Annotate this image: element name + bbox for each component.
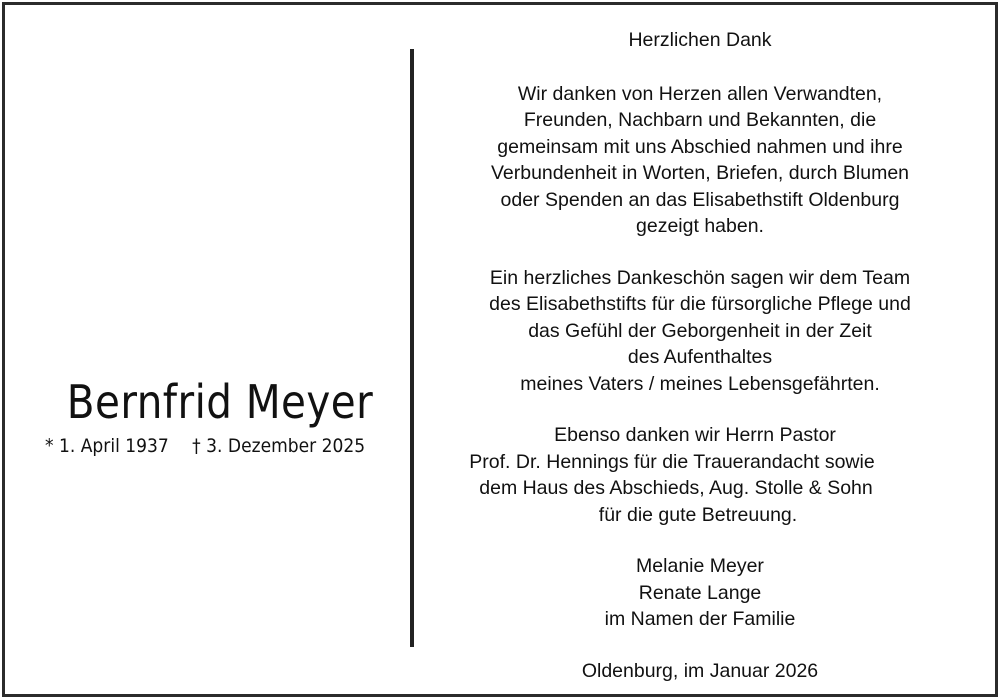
signature-line: Melanie Meyer: [636, 555, 764, 577]
birth-date: * 1. April 1937: [45, 435, 169, 457]
paragraph-thanks-pastor: [445, 422, 955, 528]
text-line: Ebenso danken wir Herrn Pastor: [554, 424, 836, 446]
text-line: dem Haus des Abschieds, Aug. Stolle & Sohn: [479, 477, 873, 499]
text-line: Prof. Dr. Hennings für die Trauerandacht sowie: [469, 450, 875, 473]
text-line: des Aufenthaltes: [627, 346, 773, 368]
place-date: Oldenburg, im Januar 2026: [581, 659, 819, 682]
signatures: [445, 553, 955, 633]
paragraph-thanks-care-team: [445, 265, 955, 398]
paragraph-thanks-relatives: [445, 81, 955, 240]
obituary-card: [2, 2, 998, 697]
text-line: gezeigt haben.: [636, 215, 764, 237]
vertical-divider: [410, 49, 414, 647]
life-dates: [45, 435, 369, 457]
signature-line: im Namen der Familie: [604, 608, 796, 630]
text-line: das Gefühl der Geborgenheit in der Zeit: [528, 319, 872, 342]
text-line: für die gute Betreuung.: [598, 503, 798, 526]
text-line: meines Vaters / meines Lebensgefährten.: [520, 372, 880, 395]
text-line: Freunden, Nachbarn und Bekannten, die: [523, 109, 877, 131]
text-line: Verbundenheit in Worten, Briefen, durch Blumen: [490, 162, 910, 184]
signature-line: Renate Lange: [638, 581, 762, 604]
text-line: Ein herzliches Dankeschön sagen wir dem Team: [489, 266, 911, 289]
thanks-heading: Herzlichen Dank: [628, 29, 772, 51]
text-line: gemeinsam mit uns Abschied nahmen und ihre: [497, 135, 903, 158]
deceased-name: Bernfrid Meyer: [66, 375, 374, 429]
text-line: des Elisabethstifts für die fürsorgliche Pflege und: [489, 293, 911, 315]
death-date: † 3. Dezember 2025: [192, 435, 366, 457]
text-line: Wir danken von Herzen allen Verwandten,: [517, 82, 883, 105]
thanks-text-column: [445, 27, 955, 684]
text-line: oder Spenden an das Elisabethstift Oldenburg: [500, 188, 900, 211]
